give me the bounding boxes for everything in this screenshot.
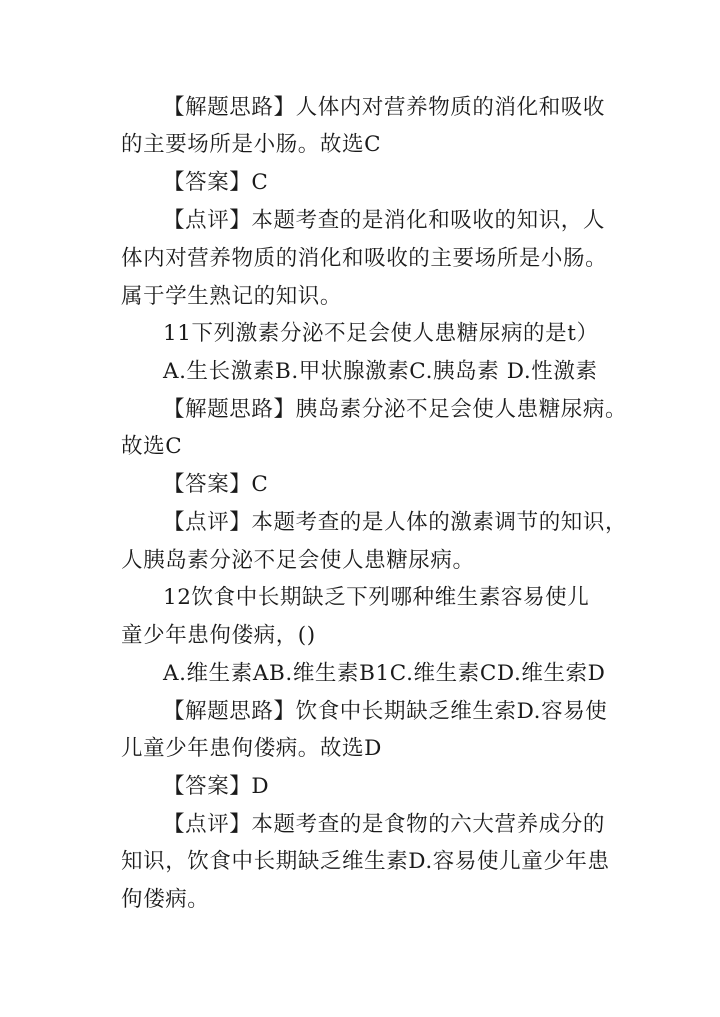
question-line: 童少年患佝偻病，()	[121, 623, 316, 648]
paragraph-line: 知识，饮食中长期缺乏维生素D.容易使儿童少年患	[121, 849, 610, 874]
paragraph-line: 属于学生熟记的知识。	[121, 284, 343, 309]
options-line: A.生长激素B.甲状腺激素C.胰岛素 D.性激素	[163, 359, 598, 384]
paragraph-line: 【点评】本题考查的是人体的激素调节的知识，	[163, 510, 628, 535]
paragraph-line: 人胰岛素分泌不足会使人患糖尿病。	[121, 548, 475, 573]
paragraph-line: 【点评】本题考查的是消化和吸收的知识，人	[163, 208, 606, 233]
paragraph-line: 体内对营养物质的消化和吸收的主要场所是小肠。	[121, 246, 608, 271]
paragraph-line: 【解题思路】饮食中长期缺乏维生索D.容易使	[163, 699, 608, 724]
question-line: 12饮食中长期缺乏下列哪种维生素容易使儿	[163, 585, 590, 610]
paragraph-line: 儿童少年患佝偻病。故选D	[121, 736, 382, 761]
paragraph-line: 【解题思路】胰岛素分泌不足会使人患糖尿病。	[163, 397, 628, 422]
paragraph-line: 【点评】本题考查的是食物的六大营养成分的	[163, 812, 606, 837]
paragraph-line: 的主要场所是小肠。故选C	[121, 132, 382, 157]
paragraph-line: 【答案】D	[163, 774, 270, 799]
paragraph-line: 【答案】C	[163, 170, 269, 195]
paragraph-line: 【答案】C	[163, 472, 269, 497]
paragraph-line: 【解题思路】人体内对营养物质的消化和吸收	[163, 95, 606, 120]
paragraph-line: 故选C	[121, 434, 183, 459]
paragraph-line: 佝偻病。	[121, 887, 210, 912]
question-line: 11下列激素分泌不足会使人患糖尿病的是t）	[163, 321, 599, 346]
options-line: A.维生素AB.维生素B1C.维生素CD.维生索D	[163, 661, 606, 686]
